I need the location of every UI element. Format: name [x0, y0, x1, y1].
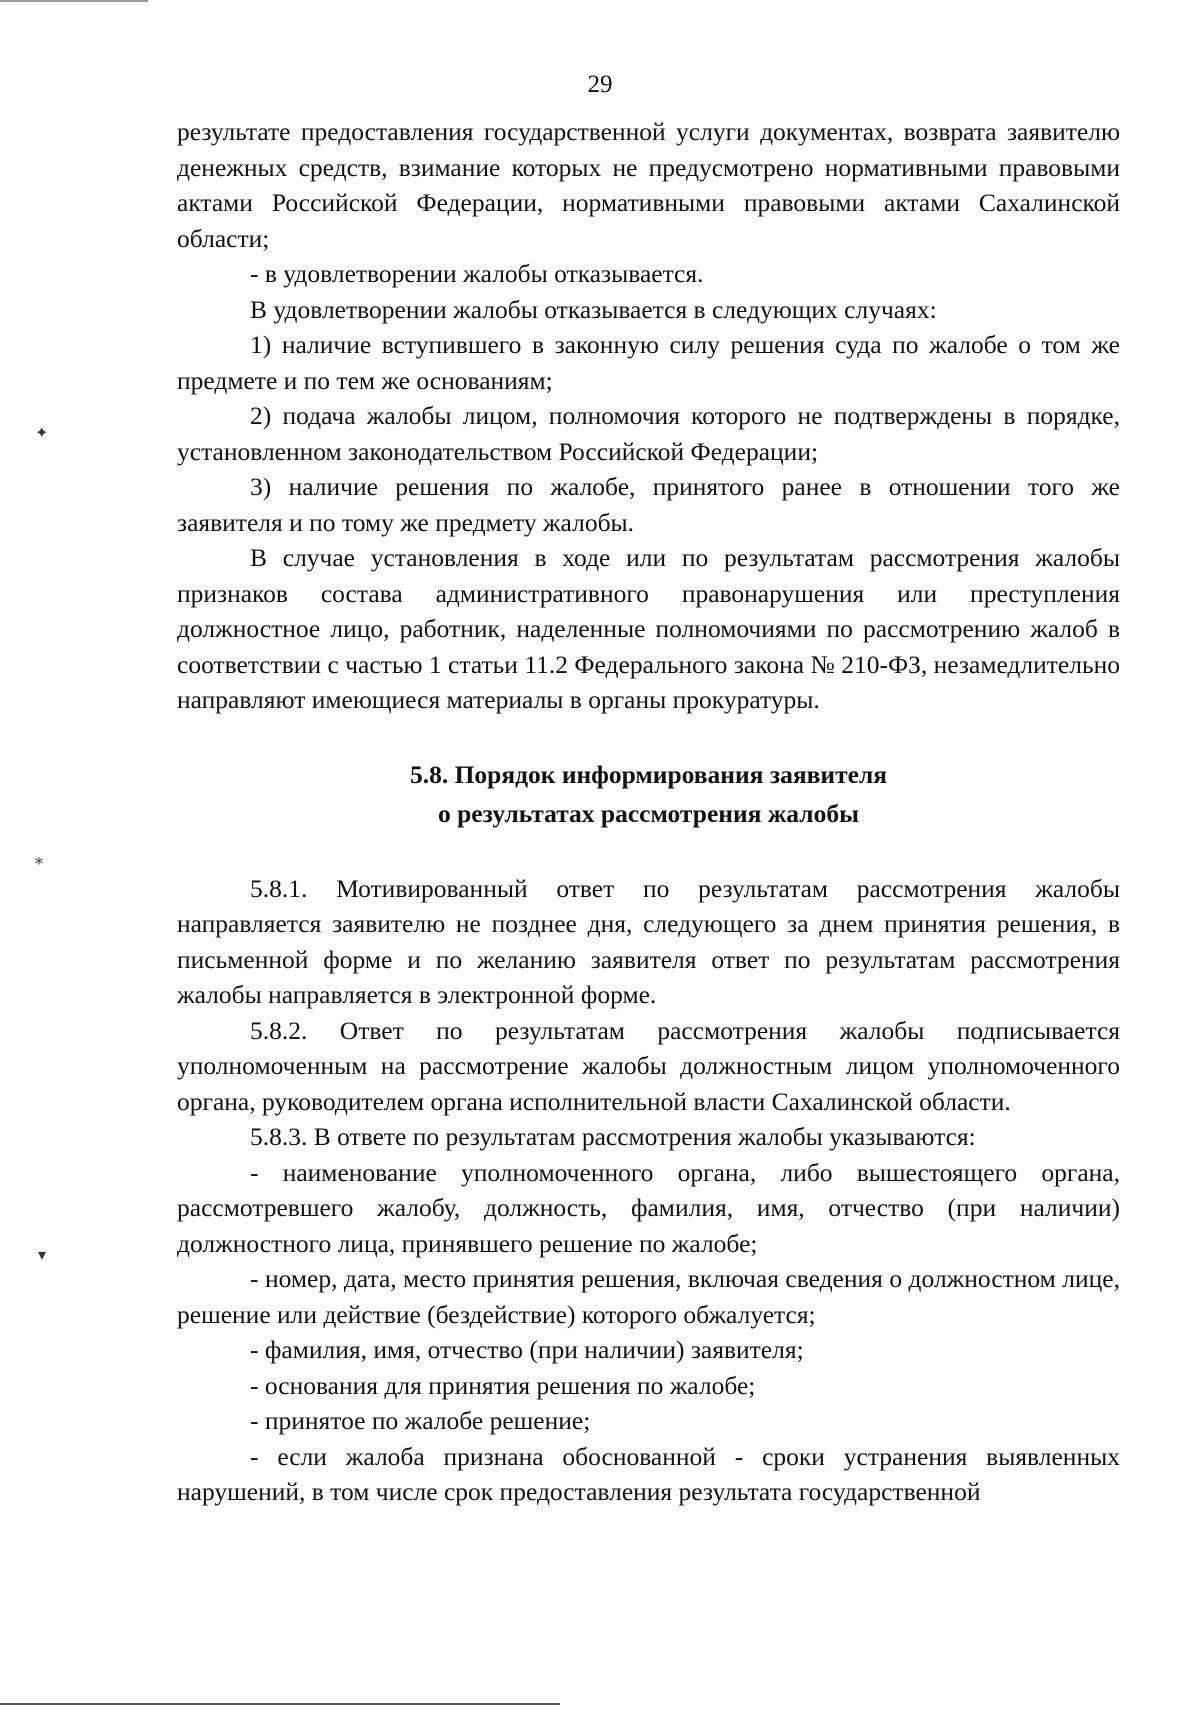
paragraph: результате предоставления государственной услуги документах, возврата заявителю денежных средств, взимание которых не предусмотрено нормативными правовыми актами Российской Федерации, нормативными правовыми актами Сахалинской области; [177, 117, 1120, 253]
paragraphs-top [177, 114, 1120, 718]
paragraph: - номер, дата, место принятия решения, включая сведения о должностном лице, решение или действие (бездействие) которого обжалуется; [177, 1264, 1120, 1329]
paragraph: - если жалоба признана обоснованной - сроки устранения выявленных нарушений, в том числе срок предоставления результата государственной [177, 1441, 1120, 1506]
paragraph: В случае установления в ходе или по результатам рассмотрения жалобы признаков состава административного правонарушения или преступления должностное лицо, работник, наделенные полномочиями по рассмотрению жалоб в соответствии с частью 1 статьи 11.2 Федерального закона № 210-ФЗ, незамедлительно направляют имеющиеся материалы в органы прокуратуры. [177, 543, 1120, 714]
paragraph: - наименование уполномоченного органа, либо вышестоящего органа, рассмотревшего жалобу, должность, фамилия, имя, отчество (при наличии) должностного лица, принявшего решение по жалобе; [177, 1157, 1120, 1258]
paragraph: - в удовлетворении жалобы отказывается. [250, 259, 704, 288]
paragraph: 5.8.3. В ответе по результатам рассмотрения жалобы указываются: [250, 1122, 976, 1151]
section-heading-line-2: о результатах рассмотрения жалобы [438, 798, 859, 828]
scan-speck: ▾ [38, 1247, 47, 1264]
paragraph: 2) подача жалобы лицом, полномочия которого не подтверждены в порядке, установленном законодательством Российской Федерации; [177, 401, 1120, 466]
paragraphs-bottom [177, 871, 1120, 1510]
paragraph: 5.8.1. Мотивированный ответ по результатам рассмотрения жалобы направляется заявителю не позднее дня, следующего за днем принятия решения, в письменной форме и по желанию заявителя ответ по результатам рассмотрения жалобы направляется в электронной форме. [177, 873, 1120, 1009]
scan-speck: ✦ [35, 425, 49, 442]
paragraph: - принятое по жалобе решение; [250, 1406, 591, 1435]
paragraph: 1) наличие вступившего в законную силу решения суда по жалобе о том же предмете и по тем же основаниям; [177, 330, 1120, 395]
section-heading [177, 755, 1120, 833]
paragraph: 5.8.2. Ответ по результатам рассмотрения жалобы подписывается уполномоченным на рассмотрение жалобы должностным лицом уполномоченного органа, руководителем органа исполнительной власти Сахалинской области. [177, 1015, 1120, 1116]
section-heading-line-1: 5.8. Порядок информирования заявителя [409, 759, 888, 789]
paragraph: - основания для принятия решения по жалобе; [250, 1370, 756, 1400]
document-body [177, 114, 1120, 1510]
paragraph: В удовлетворении жалобы отказывается в следующих случаях: [250, 294, 937, 324]
paragraph: - фамилия, имя, отчество (при наличии) заявителя; [250, 1335, 804, 1364]
scan-edge-bottom [0, 1703, 560, 1705]
page-number: 29 [587, 71, 613, 98]
paragraph: 3) наличие решения по жалобе, принятого ранее в отношении того же заявителя и по тому же предмету жалобы. [177, 472, 1120, 537]
scan-edge-top [0, 0, 148, 2]
scan-speck: ⁎ [35, 851, 43, 868]
